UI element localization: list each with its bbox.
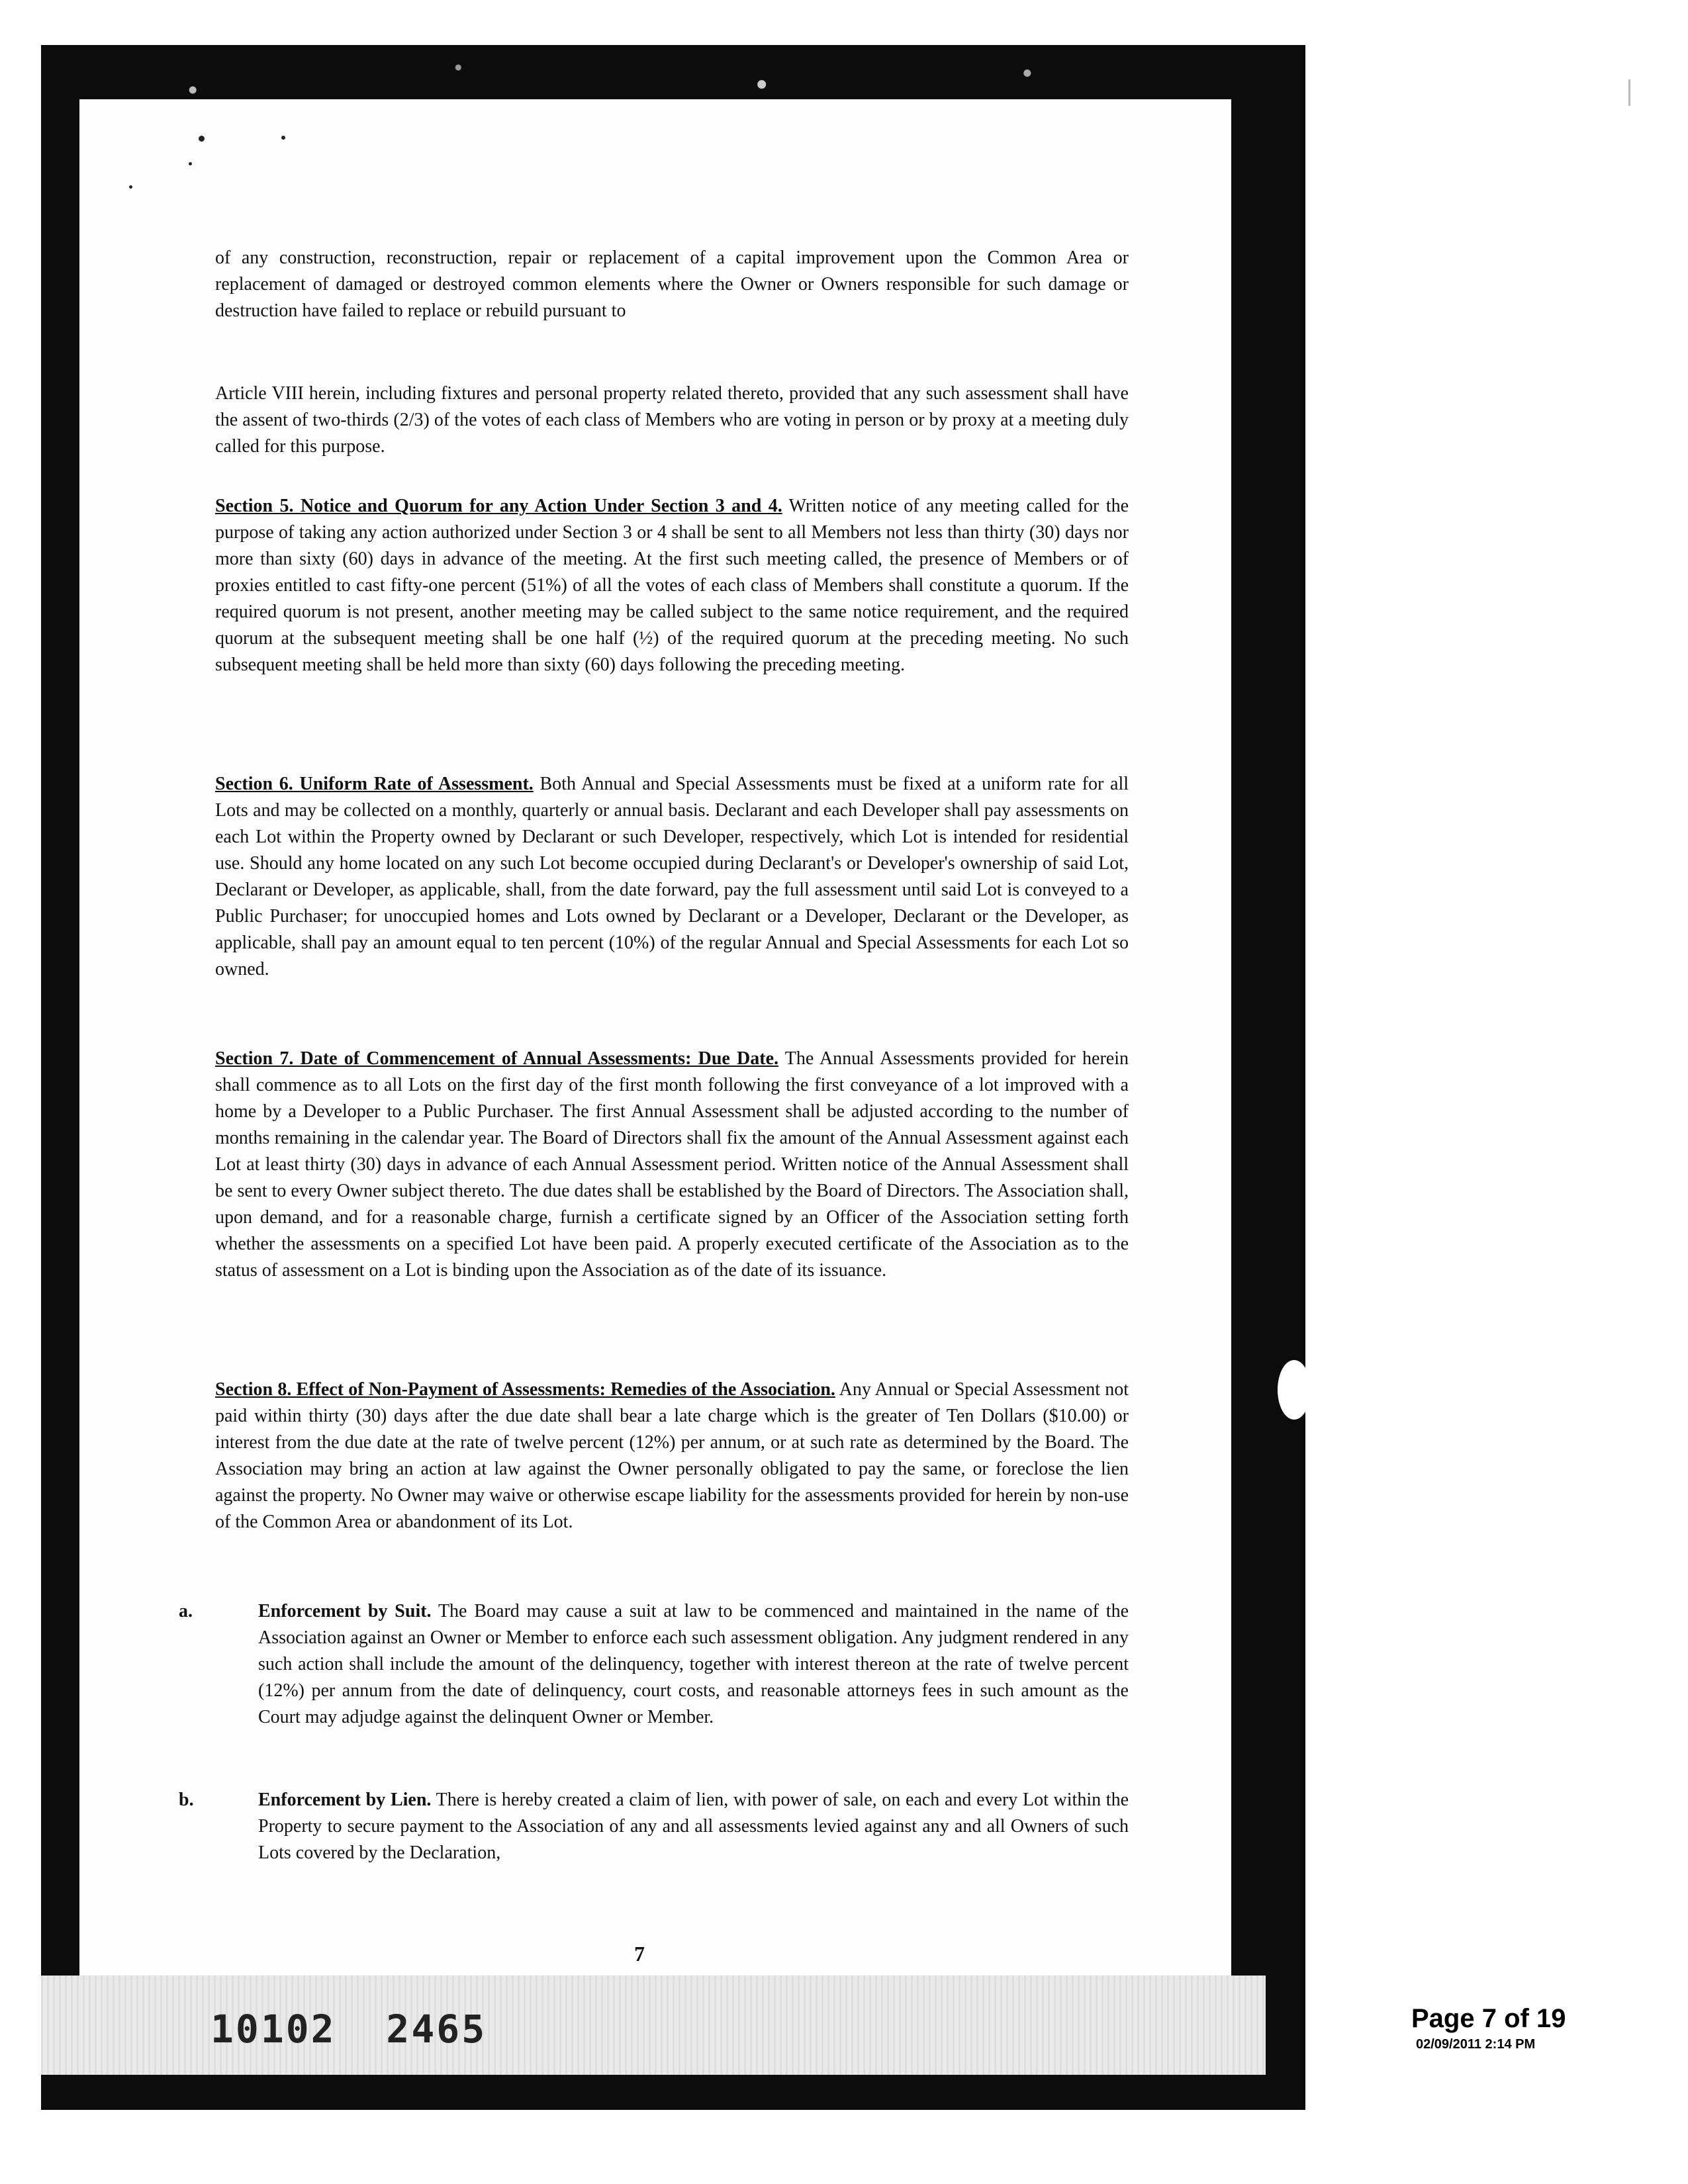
page-number: 7 <box>634 1942 645 1966</box>
section-8 <box>215 1377 1129 1535</box>
section-8-body: Any Annual or Special Assessment not paid within thirty (30) days after the due date shall bear a late charge which is the greater of Ten Dollars ($10.00) or interest from the due date at the rate of twelve percent (12%) per annum, or at such rate as determined by the Board. The Association may bring an action at law against the Owner personally obligated to pay the same, or foreclose the lien against the property. No Owner may waive or otherwise escape liability for the assessments provided for herein by non-use of the Common Area or abandonment of its Lot. <box>215 1379 1129 1532</box>
section-5-body: Written notice of any meeting called for the purpose of taking any action authorized under Section 3 or 4 shall be sent to all Members not less than thirty (30) days nor more than sixty (60) days in advance of the meeting. At the first such meeting called, the presence of Members or of proxies entitled to cast fifty-one percent (51%) of all the votes of each class of Members shall constitute a quorum. If the required quorum is not present, another meeting may be called subject to the same notice requirement, and the required quorum at the subsequent meeting shall be one half (½) of the required quorum at the preceding meeting. No such subsequent meeting shall be held more than sixty (60) days following the preceding meeting. <box>215 496 1129 675</box>
section-7 <box>215 1046 1129 1284</box>
section-7-title: Section 7. Date of Commencement of Annual Assessments: Due Date. <box>215 1048 779 1069</box>
scan-speck <box>189 162 192 165</box>
paragraph-continuation-2 <box>215 381 1129 460</box>
list-item-title: Enforcement by Lien. <box>258 1790 432 1810</box>
list-item-body: There is hereby created a claim of lien, with power of sale, on each and every Lot within the Property to secure payment to the Association of any and all assessments levied against any and all Owners of such Lots covered by the Declaration, <box>258 1790 1129 1863</box>
section-6 <box>215 771 1129 983</box>
section-6-title: Section 6. Uniform Rate of Assessment. <box>215 774 534 794</box>
margin-mark <box>1617 79 1630 106</box>
scan-hole <box>1278 1360 1311 1420</box>
list-item-b <box>179 1787 1129 1866</box>
scan-speck <box>281 136 285 140</box>
section-5-title: Section 5. Notice and Quorum for any Action Under Section 3 and 4. <box>215 496 782 516</box>
section-6-body: Both Annual and Special Assessments must be fixed at a uniform rate for all Lots and may be collected on a monthly, quarterly or annual basis. Declarant and each Developer shall pay assessments on each Lot within the Property owned by Declarant or such Developer, respectively, which Lot is intended for residential use. Should any home located on any such Lot become occupied during Declarant's or Developer's ownership of said Lot, Declarant or Developer, as applicable, shall, from the date forward, pay the full assessment until said Lot is conveyed to a Public Purchaser; for unoccupied homes and Lots owned by Declarant or a Developer, Declarant or the Developer, as applicable, shall pay an amount equal to ten percent (10%) of the regular Annual and Special Assessments for each Lot so owned. <box>215 774 1129 979</box>
section-5 <box>215 493 1129 678</box>
recording-stamp: 10102 2465 <box>211 2007 487 2052</box>
scan-speck <box>129 185 132 189</box>
list-item-label: a. <box>179 1601 193 1621</box>
list-item-body: The Board may cause a suit at law to be commenced and maintained in the name of the Association against an Owner or Member to enforce each such assessment obligation. Any judgment rendered in any such action shall include the amount of the delinquency, together with interest thereon at the rate of twelve percent (12%) per annum from the date of delinquency, court costs, and reasonable attorneys fees in such amount as the Court may adjudge against the delinquent Owner or Member. <box>258 1601 1129 1727</box>
paragraph-text: Article VIII herein, including fixtures and personal property related thereto, provided that any such assessment shall have the assent of two-thirds (2/3) of the votes of each class of Members who are voting in person or by proxy at a meeting duly called for this purpose. <box>215 383 1129 457</box>
section-7-body: The Annual Assessments provided for herein shall commence as to all Lots on the first day of the first month following the first conveyance of a lot improved with a home by a Developer to a Public Purchaser. The first Annual Assessment shall be adjusted according to the number of months remaining in the calendar year. The Board of Directors shall fix the amount of the Annual Assessment against each Lot at least thirty (30) days in advance of each Annual Assessment period. Written notice of the Annual Assessment shall be sent to every Owner subject thereto. The due dates shall be established by the Board of Directors. The Association shall, upon demand, and for a reasonable charge, furnish a certificate signed by an Officer of the Association setting forth whether the assessments on a specified Lot have been paid. A properly executed certificate of the Association as to the status of assessment on a Lot is binding upon the Association as of the date of its issuance. <box>215 1048 1129 1281</box>
list-item-a <box>179 1598 1129 1731</box>
list-item-label: b. <box>179 1790 194 1810</box>
paragraph-continuation-1 <box>215 245 1129 324</box>
paragraph-text: of any construction, reconstruction, repair or replacement of a capital improvement upon the Common Area or replacement of damaged or destroyed common elements where the Owner or Owners responsible for such damage or destruction have failed to replace or rebuild pursuant to <box>215 248 1129 321</box>
list-item-title: Enforcement by Suit. <box>258 1601 432 1621</box>
footer-timestamp: 02/09/2011 2:14 PM <box>1416 2037 1536 2052</box>
footer-page-label: Page 7 of 19 <box>1411 2004 1566 2033</box>
scan-speck <box>199 136 205 142</box>
section-8-title: Section 8. Effect of Non-Payment of Assessments: Remedies of the Association. <box>215 1379 835 1400</box>
